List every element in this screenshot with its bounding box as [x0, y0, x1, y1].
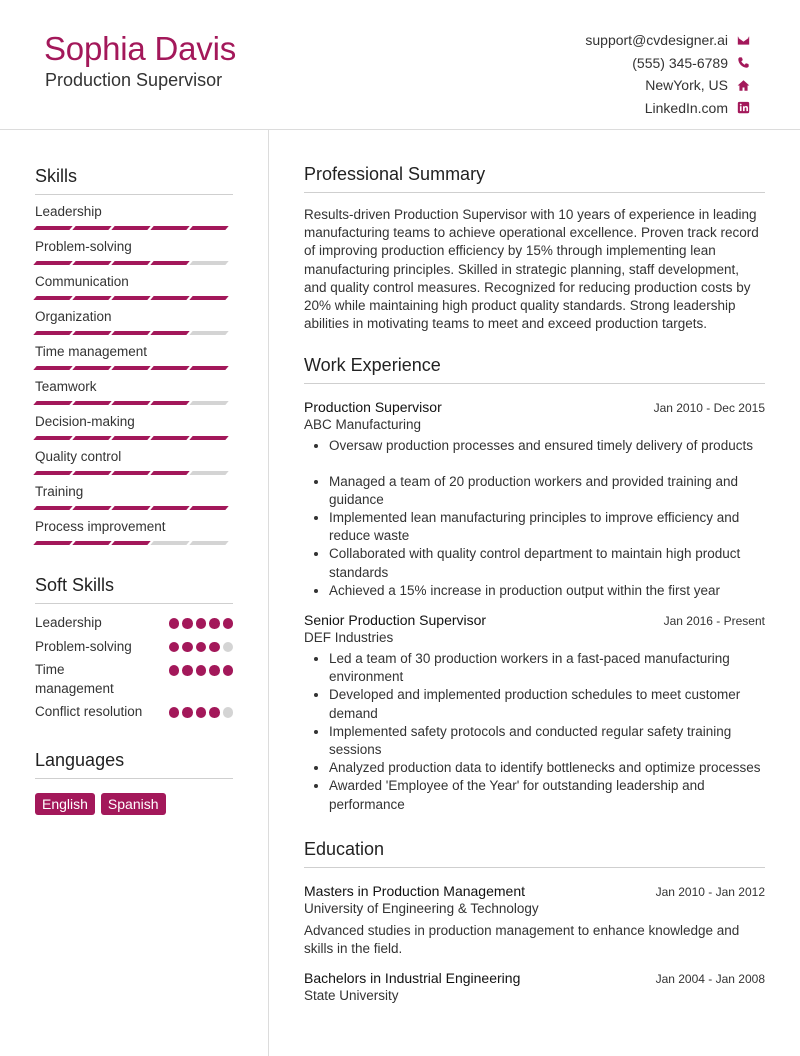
skill-item	[35, 449, 233, 475]
skill-level-segment	[33, 226, 72, 230]
phone-icon	[736, 56, 750, 70]
soft-skill-name: Time management	[35, 662, 114, 696]
skill-item	[35, 519, 233, 545]
skill-level-segment	[72, 436, 111, 440]
skill-name: Training	[35, 484, 84, 499]
skill-level-segment	[189, 226, 228, 230]
skill-level-segment	[111, 401, 150, 405]
skill-level-segment	[111, 226, 150, 230]
column-divider	[268, 130, 269, 1056]
skill-level-segment	[72, 471, 111, 475]
contact-location	[585, 74, 750, 97]
skill-level-bar	[35, 541, 233, 545]
job-title: Senior Production Supervisor	[304, 612, 487, 629]
skill-level-segment	[111, 436, 150, 440]
linkedin-icon	[736, 101, 750, 115]
rating-dot	[209, 642, 220, 653]
skill-level-segment	[150, 506, 189, 510]
summary-text: Results-driven Production Supervisor with 10 years of experience in leading manufacturing teams to achieve operational excellence. Proven track record of improving production efficiency by 15% through implementing lean manufacturing principles. Skilled in strategic planning, staff development, and quality control measures. Recognized for reducing production costs by 20% while maintaining high product quality standards. Strong leadership abilities in motivating teams to meet and exceed production targets.	[304, 207, 759, 332]
education-heading: Education	[304, 839, 765, 868]
list-item: • Implemented lean manufacturing principles to improve efficiency and reduce waste	[329, 509, 765, 545]
contact-linkedin-text: LinkedIn.com	[644, 99, 728, 116]
contact-phone[interactable]	[585, 52, 750, 75]
skill-item	[35, 379, 233, 405]
skill-level-segment	[72, 261, 111, 265]
skill-level-segment	[33, 506, 72, 510]
rating-dot	[182, 642, 193, 653]
list-item: • Managed a team of 20 production workers and provided training and guidance	[329, 473, 765, 509]
summary-heading: Professional Summary	[304, 164, 765, 193]
soft-skill-name: Conflict resolution	[35, 704, 143, 719]
skill-name: Communication	[35, 274, 129, 289]
skill-level-segment	[189, 331, 228, 335]
skill-level-segment	[33, 296, 72, 300]
skill-level-segment	[111, 261, 150, 265]
skill-level-bar	[35, 471, 233, 475]
skill-level-segment	[33, 261, 72, 265]
left-column	[35, 130, 233, 815]
skills-list	[35, 204, 233, 545]
skill-level-segment	[189, 541, 228, 545]
skill-level-segment	[33, 471, 72, 475]
skill-level-segment	[72, 541, 111, 545]
contact-block	[585, 29, 750, 119]
skill-level-segment	[111, 366, 150, 370]
job-bullets	[304, 650, 765, 814]
resume-header	[0, 0, 800, 130]
skill-level-segment	[33, 541, 72, 545]
rating-dot	[223, 707, 234, 718]
skill-level-bar	[35, 506, 233, 510]
rating-dot	[169, 665, 180, 676]
contact-email[interactable]	[585, 29, 750, 52]
rating-dot	[169, 618, 180, 629]
skill-level-segment	[150, 471, 189, 475]
rating-dot	[182, 707, 193, 718]
skill-level-segment	[189, 506, 228, 510]
language-tag: English	[35, 793, 95, 815]
soft-skills-heading: Soft Skills	[35, 575, 233, 604]
skill-level-segment	[111, 471, 150, 475]
school-name: University of Engineering & Technology	[304, 900, 539, 916]
job-entry	[304, 612, 765, 814]
skill-name: Teamwork	[35, 379, 97, 394]
education-entry	[304, 970, 765, 1003]
skill-name: Leadership	[35, 204, 102, 219]
skill-name: Decision-making	[35, 414, 135, 429]
skill-level-segment	[189, 436, 228, 440]
skill-level-segment	[72, 296, 111, 300]
skill-level-segment	[150, 331, 189, 335]
skill-level-segment	[150, 261, 189, 265]
list-item: • Awarded 'Employee of the Year' for outstanding leadership and performance	[329, 777, 765, 813]
soft-skill-item	[35, 703, 233, 722]
skill-level-segment	[150, 401, 189, 405]
rating-dot	[196, 665, 207, 676]
education-date: Jan 2004 - Jan 2008	[655, 972, 765, 987]
language-tag: Spanish	[101, 793, 166, 815]
list-item: • Oversaw production processes and ensured timely delivery of products	[329, 437, 765, 455]
rating-dot	[209, 707, 220, 718]
skill-level-segment	[150, 296, 189, 300]
soft-skill-item	[35, 661, 233, 698]
skill-level-segment	[72, 226, 111, 230]
skill-level-segment	[111, 331, 150, 335]
soft-skills-list	[35, 614, 233, 722]
contact-location-text: NewYork, US	[645, 77, 728, 94]
soft-skill-item	[35, 638, 233, 657]
job-company: DEF Industries	[304, 630, 394, 646]
list-item: • Analyzed production data to identify bottlenecks and optimize processes	[329, 759, 765, 777]
rating-dot	[182, 618, 193, 629]
skill-level-bar	[35, 296, 233, 300]
contact-linkedin[interactable]	[585, 97, 750, 120]
job-title: Production Supervisor	[304, 399, 442, 416]
degree-title: Masters in Production Management	[304, 882, 525, 899]
skill-level-segment	[72, 366, 111, 370]
degree-title: Bachelors in Industrial Engineering	[304, 970, 521, 987]
candidate-title: Production Supervisor	[45, 70, 223, 90]
skill-level-segment	[150, 436, 189, 440]
rating-dot	[209, 618, 220, 629]
contact-phone-text: (555) 345-6789	[632, 54, 728, 71]
skill-level-segment	[150, 226, 189, 230]
school-name: State University	[304, 988, 399, 1004]
skill-item	[35, 239, 233, 265]
skill-level-segment	[189, 261, 228, 265]
list-item: • Implemented safety protocols and conducted regular safety training sessions	[329, 723, 765, 759]
skill-level-segment	[111, 541, 150, 545]
soft-skill-rating	[169, 665, 234, 676]
skill-level-bar	[35, 331, 233, 335]
skill-level-bar	[35, 401, 233, 405]
skill-level-segment	[189, 296, 228, 300]
skill-item	[35, 274, 233, 300]
skill-level-segment	[150, 366, 189, 370]
skill-item	[35, 344, 233, 370]
skill-level-segment	[189, 471, 228, 475]
skill-level-segment	[72, 331, 111, 335]
contact-email-text: support@cvdesigner.ai	[585, 32, 728, 49]
skill-level-bar	[35, 261, 233, 265]
rating-dot	[223, 665, 234, 676]
skill-item	[35, 484, 233, 510]
skill-level-bar	[35, 436, 233, 440]
skill-level-segment	[33, 331, 72, 335]
skill-item	[35, 204, 233, 230]
soft-skill-rating	[169, 618, 234, 629]
skill-level-bar	[35, 366, 233, 370]
list-item: • Developed and implemented production schedules to meet customer demand	[329, 686, 765, 722]
skill-item	[35, 414, 233, 440]
skill-level-segment	[111, 296, 150, 300]
skill-name: Time management	[35, 344, 148, 359]
soft-skill-name: Leadership	[35, 615, 102, 630]
skill-level-segment	[189, 401, 228, 405]
list-item: • Led a team of 30 production workers in a fast-paced manufacturing environment	[329, 650, 765, 686]
experience-heading: Work Experience	[304, 355, 765, 384]
job-date: Jan 2010 - Dec 2015	[653, 401, 765, 416]
rating-dot	[169, 707, 180, 718]
education-description: Advanced studies in production management to enhance knowledge and skills in the field.	[304, 922, 740, 957]
languages-list	[35, 793, 233, 815]
rating-dot	[169, 642, 180, 653]
list-item: • Collaborated with quality control department to maintain high product standards	[329, 545, 765, 581]
skill-name: Process improvement	[35, 519, 166, 534]
soft-skill-name: Problem-solving	[35, 638, 132, 654]
skills-heading: Skills	[35, 166, 233, 195]
right-column	[304, 130, 765, 1003]
skill-level-segment	[33, 436, 72, 440]
job-entry	[304, 399, 765, 600]
rating-dot	[223, 618, 234, 629]
envelope-icon	[736, 33, 750, 47]
skill-level-segment	[111, 506, 150, 510]
skill-level-segment	[72, 506, 111, 510]
candidate-name: Sophia Davis	[44, 30, 237, 67]
rating-dot	[196, 618, 207, 629]
skill-level-segment	[33, 366, 72, 370]
languages-heading: Languages	[35, 750, 233, 779]
skill-name: Organization	[35, 309, 112, 324]
soft-skill-rating	[169, 707, 234, 718]
job-bullets	[304, 437, 765, 600]
soft-skill-item	[35, 614, 233, 633]
rating-dot	[209, 665, 220, 676]
home-icon	[736, 78, 750, 92]
skill-level-segment	[72, 401, 111, 405]
rating-dot	[223, 642, 234, 653]
skill-name: Problem-solving	[35, 239, 132, 254]
skill-level-segment	[33, 401, 72, 405]
rating-dot	[196, 707, 207, 718]
rating-dot	[182, 665, 193, 676]
skill-level-bar	[35, 226, 233, 230]
soft-skill-rating	[169, 642, 234, 653]
job-company: ABC Manufacturing	[304, 417, 422, 433]
list-item: • Achieved a 15% increase in production output within the first year	[329, 582, 765, 600]
job-date: Jan 2016 - Present	[663, 614, 765, 629]
skill-name: Quality control	[35, 449, 122, 464]
education-entry	[304, 883, 765, 958]
skill-level-segment	[150, 541, 189, 545]
skill-level-segment	[189, 366, 228, 370]
rating-dot	[196, 642, 207, 653]
skill-item	[35, 309, 233, 335]
education-date: Jan 2010 - Jan 2012	[655, 884, 765, 899]
